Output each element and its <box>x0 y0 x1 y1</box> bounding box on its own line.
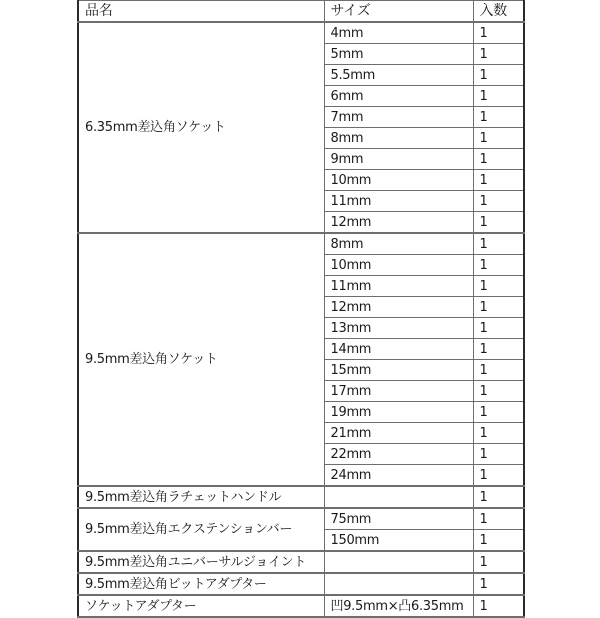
size-cell: 14mm <box>324 339 473 360</box>
product-name-cell: 9.5mm差込角エクステンションバー <box>78 508 324 551</box>
size-cell: 150mm <box>324 530 473 552</box>
quantity-cell: 1 <box>473 573 524 595</box>
quantity-cell: 1 <box>473 149 524 170</box>
header-name: 品名 <box>78 1 324 23</box>
size-cell: 7mm <box>324 107 473 128</box>
quantity-cell: 1 <box>473 107 524 128</box>
table-body <box>78 22 524 617</box>
table-row <box>78 486 524 508</box>
product-name-cell: 9.5mm差込角ユニバーサルジョイント <box>78 551 324 573</box>
size-cell: 13mm <box>324 318 473 339</box>
size-cell: 22mm <box>324 444 473 465</box>
size-cell: 5.5mm <box>324 65 473 86</box>
quantity-cell: 1 <box>473 65 524 86</box>
size-cell: 9mm <box>324 149 473 170</box>
quantity-cell: 1 <box>473 530 524 552</box>
size-cell: 15mm <box>324 360 473 381</box>
parts-table <box>77 0 525 618</box>
table-row <box>78 573 524 595</box>
size-cell: 8mm <box>324 128 473 149</box>
quantity-cell: 1 <box>473 44 524 65</box>
table-row <box>78 508 524 530</box>
size-cell: 10mm <box>324 170 473 191</box>
table-row <box>78 233 524 255</box>
size-cell: 凹9.5mm×凸6.35mm <box>324 595 473 617</box>
size-cell: 12mm <box>324 212 473 234</box>
size-cell: 11mm <box>324 276 473 297</box>
quantity-cell: 1 <box>473 486 524 508</box>
table-row <box>78 551 524 573</box>
quantity-cell: 1 <box>473 297 524 318</box>
quantity-cell: 1 <box>473 360 524 381</box>
header-size: サイズ <box>324 1 473 23</box>
quantity-cell: 1 <box>473 191 524 212</box>
product-name-cell: 6.35mm差込角ソケット <box>78 22 324 233</box>
size-cell: 21mm <box>324 423 473 444</box>
size-cell: 19mm <box>324 402 473 423</box>
quantity-cell: 1 <box>473 128 524 149</box>
quantity-cell: 1 <box>473 339 524 360</box>
size-cell: 4mm <box>324 22 473 44</box>
quantity-cell: 1 <box>473 276 524 297</box>
size-cell: 10mm <box>324 255 473 276</box>
quantity-cell: 1 <box>473 170 524 191</box>
quantity-cell: 1 <box>473 381 524 402</box>
size-cell <box>324 573 473 595</box>
quantity-cell: 1 <box>473 233 524 255</box>
quantity-cell: 1 <box>473 551 524 573</box>
quantity-cell: 1 <box>473 255 524 276</box>
size-cell: 11mm <box>324 191 473 212</box>
quantity-cell: 1 <box>473 423 524 444</box>
quantity-cell: 1 <box>473 444 524 465</box>
table-row <box>78 595 524 617</box>
size-cell: 24mm <box>324 465 473 487</box>
quantity-cell: 1 <box>473 86 524 107</box>
product-name-cell: ソケットアダプター <box>78 595 324 617</box>
size-cell: 8mm <box>324 233 473 255</box>
quantity-cell: 1 <box>473 22 524 44</box>
table-row <box>78 22 524 44</box>
size-cell <box>324 486 473 508</box>
header-row <box>78 1 524 23</box>
quantity-cell: 1 <box>473 318 524 339</box>
size-cell: 5mm <box>324 44 473 65</box>
size-cell: 12mm <box>324 297 473 318</box>
header-qty: 入数 <box>473 1 524 23</box>
quantity-cell: 1 <box>473 212 524 234</box>
product-name-cell: 9.5mm差込角ソケット <box>78 233 324 486</box>
quantity-cell: 1 <box>473 508 524 530</box>
size-cell: 75mm <box>324 508 473 530</box>
size-cell <box>324 551 473 573</box>
quantity-cell: 1 <box>473 595 524 617</box>
product-name-cell: 9.5mm差込角ビットアダプター <box>78 573 324 595</box>
product-name-cell: 9.5mm差込角ラチェットハンドル <box>78 486 324 508</box>
size-cell: 17mm <box>324 381 473 402</box>
parts-list <box>77 0 523 614</box>
quantity-cell: 1 <box>473 402 524 423</box>
size-cell: 6mm <box>324 86 473 107</box>
quantity-cell: 1 <box>473 465 524 487</box>
